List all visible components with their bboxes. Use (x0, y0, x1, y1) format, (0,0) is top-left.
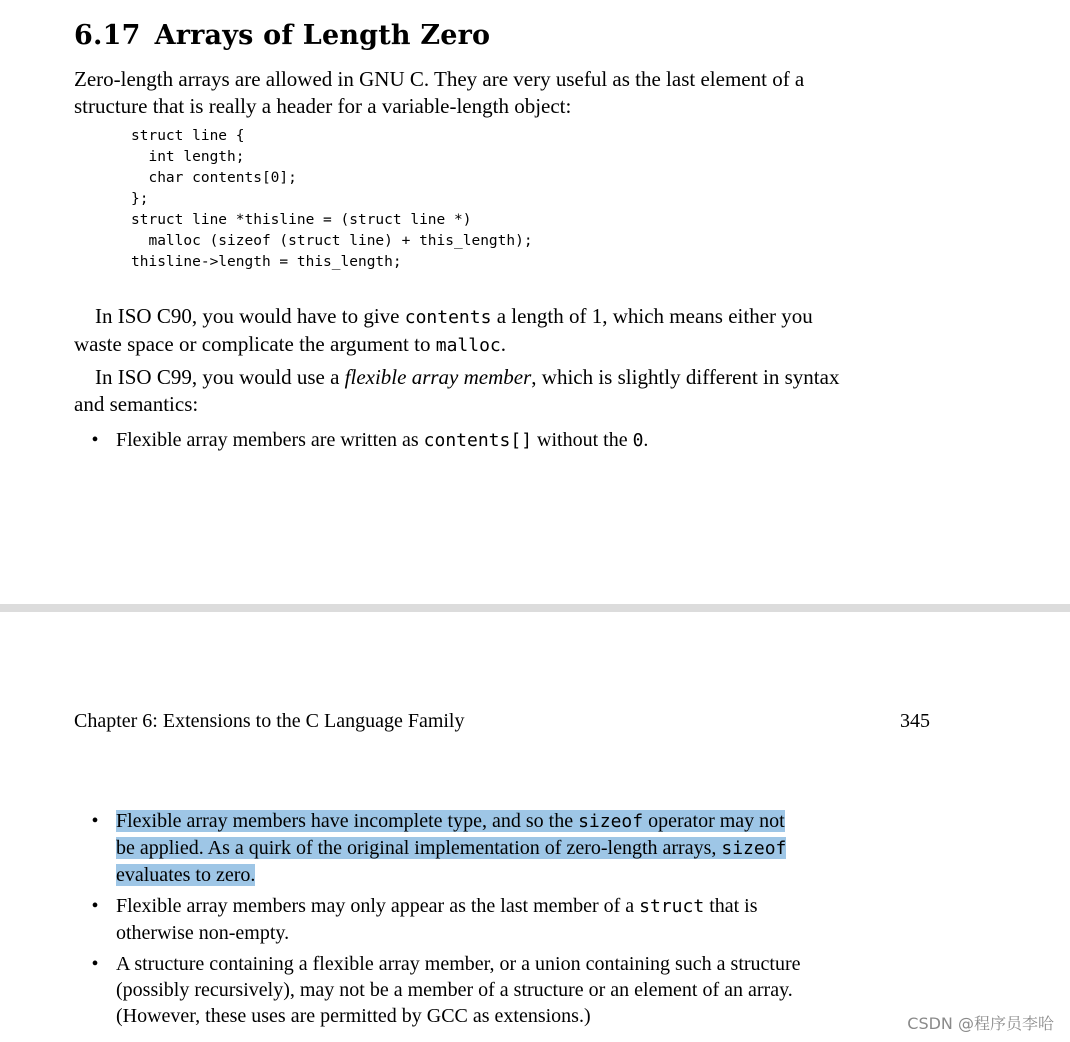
text-span: . (500, 332, 507, 356)
page-divider (0, 604, 1070, 612)
text-span: , which is slightly different in syntax (531, 365, 840, 389)
section-heading (74, 20, 490, 51)
code-line: int length; (131, 149, 245, 165)
bullet-dot-icon: • (91, 953, 99, 975)
intro-paragraph (74, 66, 804, 120)
highlighted-text: evaluates to zero. (116, 864, 256, 886)
code-block (131, 126, 533, 273)
inline-code: sizeof (721, 838, 787, 859)
text-line: (possibly recursively), may not be a member of a structure or an element of an array. (116, 979, 793, 1001)
emphasis: flexible array member (344, 365, 532, 389)
bullet-item (74, 951, 801, 1029)
c90-line-2 (74, 331, 813, 359)
inline-code: sizeof (578, 811, 644, 832)
code-line: char contents[0]; (131, 170, 297, 186)
code-line: struct line *thisline = (struct line *) (131, 212, 472, 228)
text-span: In ISO C90, you would have to give (95, 304, 405, 328)
intro-line-2: structure that is really a header for a variable-length object: (74, 94, 572, 118)
text-line: otherwise non-empty. (116, 922, 290, 944)
highlighted-text (116, 837, 786, 859)
text-span: be applied. As a quirk of the original implementation of zero-length arrays, (116, 837, 722, 859)
code-line: struct line { (131, 128, 245, 144)
text-span: Flexible array members are written as (116, 429, 424, 451)
c90-paragraph (74, 303, 813, 359)
inline-code: malloc (435, 335, 501, 356)
c99-line-2: and semantics: (74, 392, 199, 416)
text-span: . (643, 429, 649, 451)
c90-line-1 (74, 303, 813, 331)
text-span: a length of 1, which means either you (491, 304, 813, 328)
text-span: operator may not (643, 810, 785, 832)
bullet-item (74, 893, 758, 946)
watermark: CSDN @程序员李哈 (907, 1014, 1054, 1033)
bullet-dot-icon: • (91, 810, 99, 832)
text-line: A structure containing a flexible array member, or a union containing such a structure (116, 953, 801, 975)
text-line: (However, these uses are permitted by GCC as extensions.) (116, 1005, 591, 1027)
page-number: 345 (900, 710, 930, 732)
text-span: Flexible array members may only appear as the last member of a (116, 895, 640, 917)
code-line: }; (131, 191, 149, 207)
inline-code: struct (639, 896, 705, 917)
intro-line-1: Zero-length arrays are allowed in GNU C. They are very useful as the last element of a (74, 67, 805, 91)
bullet-dot-icon: • (91, 895, 99, 917)
running-header: Chapter 6: Extensions to the C Language Family (74, 710, 465, 732)
text-span: without the (532, 429, 633, 451)
inline-code: 0 (632, 430, 644, 451)
inline-code: contents (404, 307, 492, 328)
bullet-item-highlighted (74, 808, 786, 888)
text-span: In ISO C99, you would use a (95, 365, 345, 389)
text-span: Flexible array members have incomplete type, and so the (116, 810, 579, 832)
c99-paragraph (74, 364, 839, 418)
section-title: Arrays of Length Zero (154, 20, 491, 51)
bullet-item (74, 427, 648, 454)
code-line: malloc (sizeof (struct line) + this_length); (131, 233, 533, 249)
section-number: 6.17 (74, 20, 141, 51)
text-span: that is (704, 895, 758, 917)
code-line: thisline->length = this_length; (131, 254, 402, 270)
inline-code: contents[] (423, 430, 533, 451)
c99-line-1 (74, 364, 839, 391)
bullet-dot-icon: • (91, 429, 99, 451)
text-span: waste space or complicate the argument to (74, 332, 436, 356)
highlighted-text (116, 810, 785, 832)
